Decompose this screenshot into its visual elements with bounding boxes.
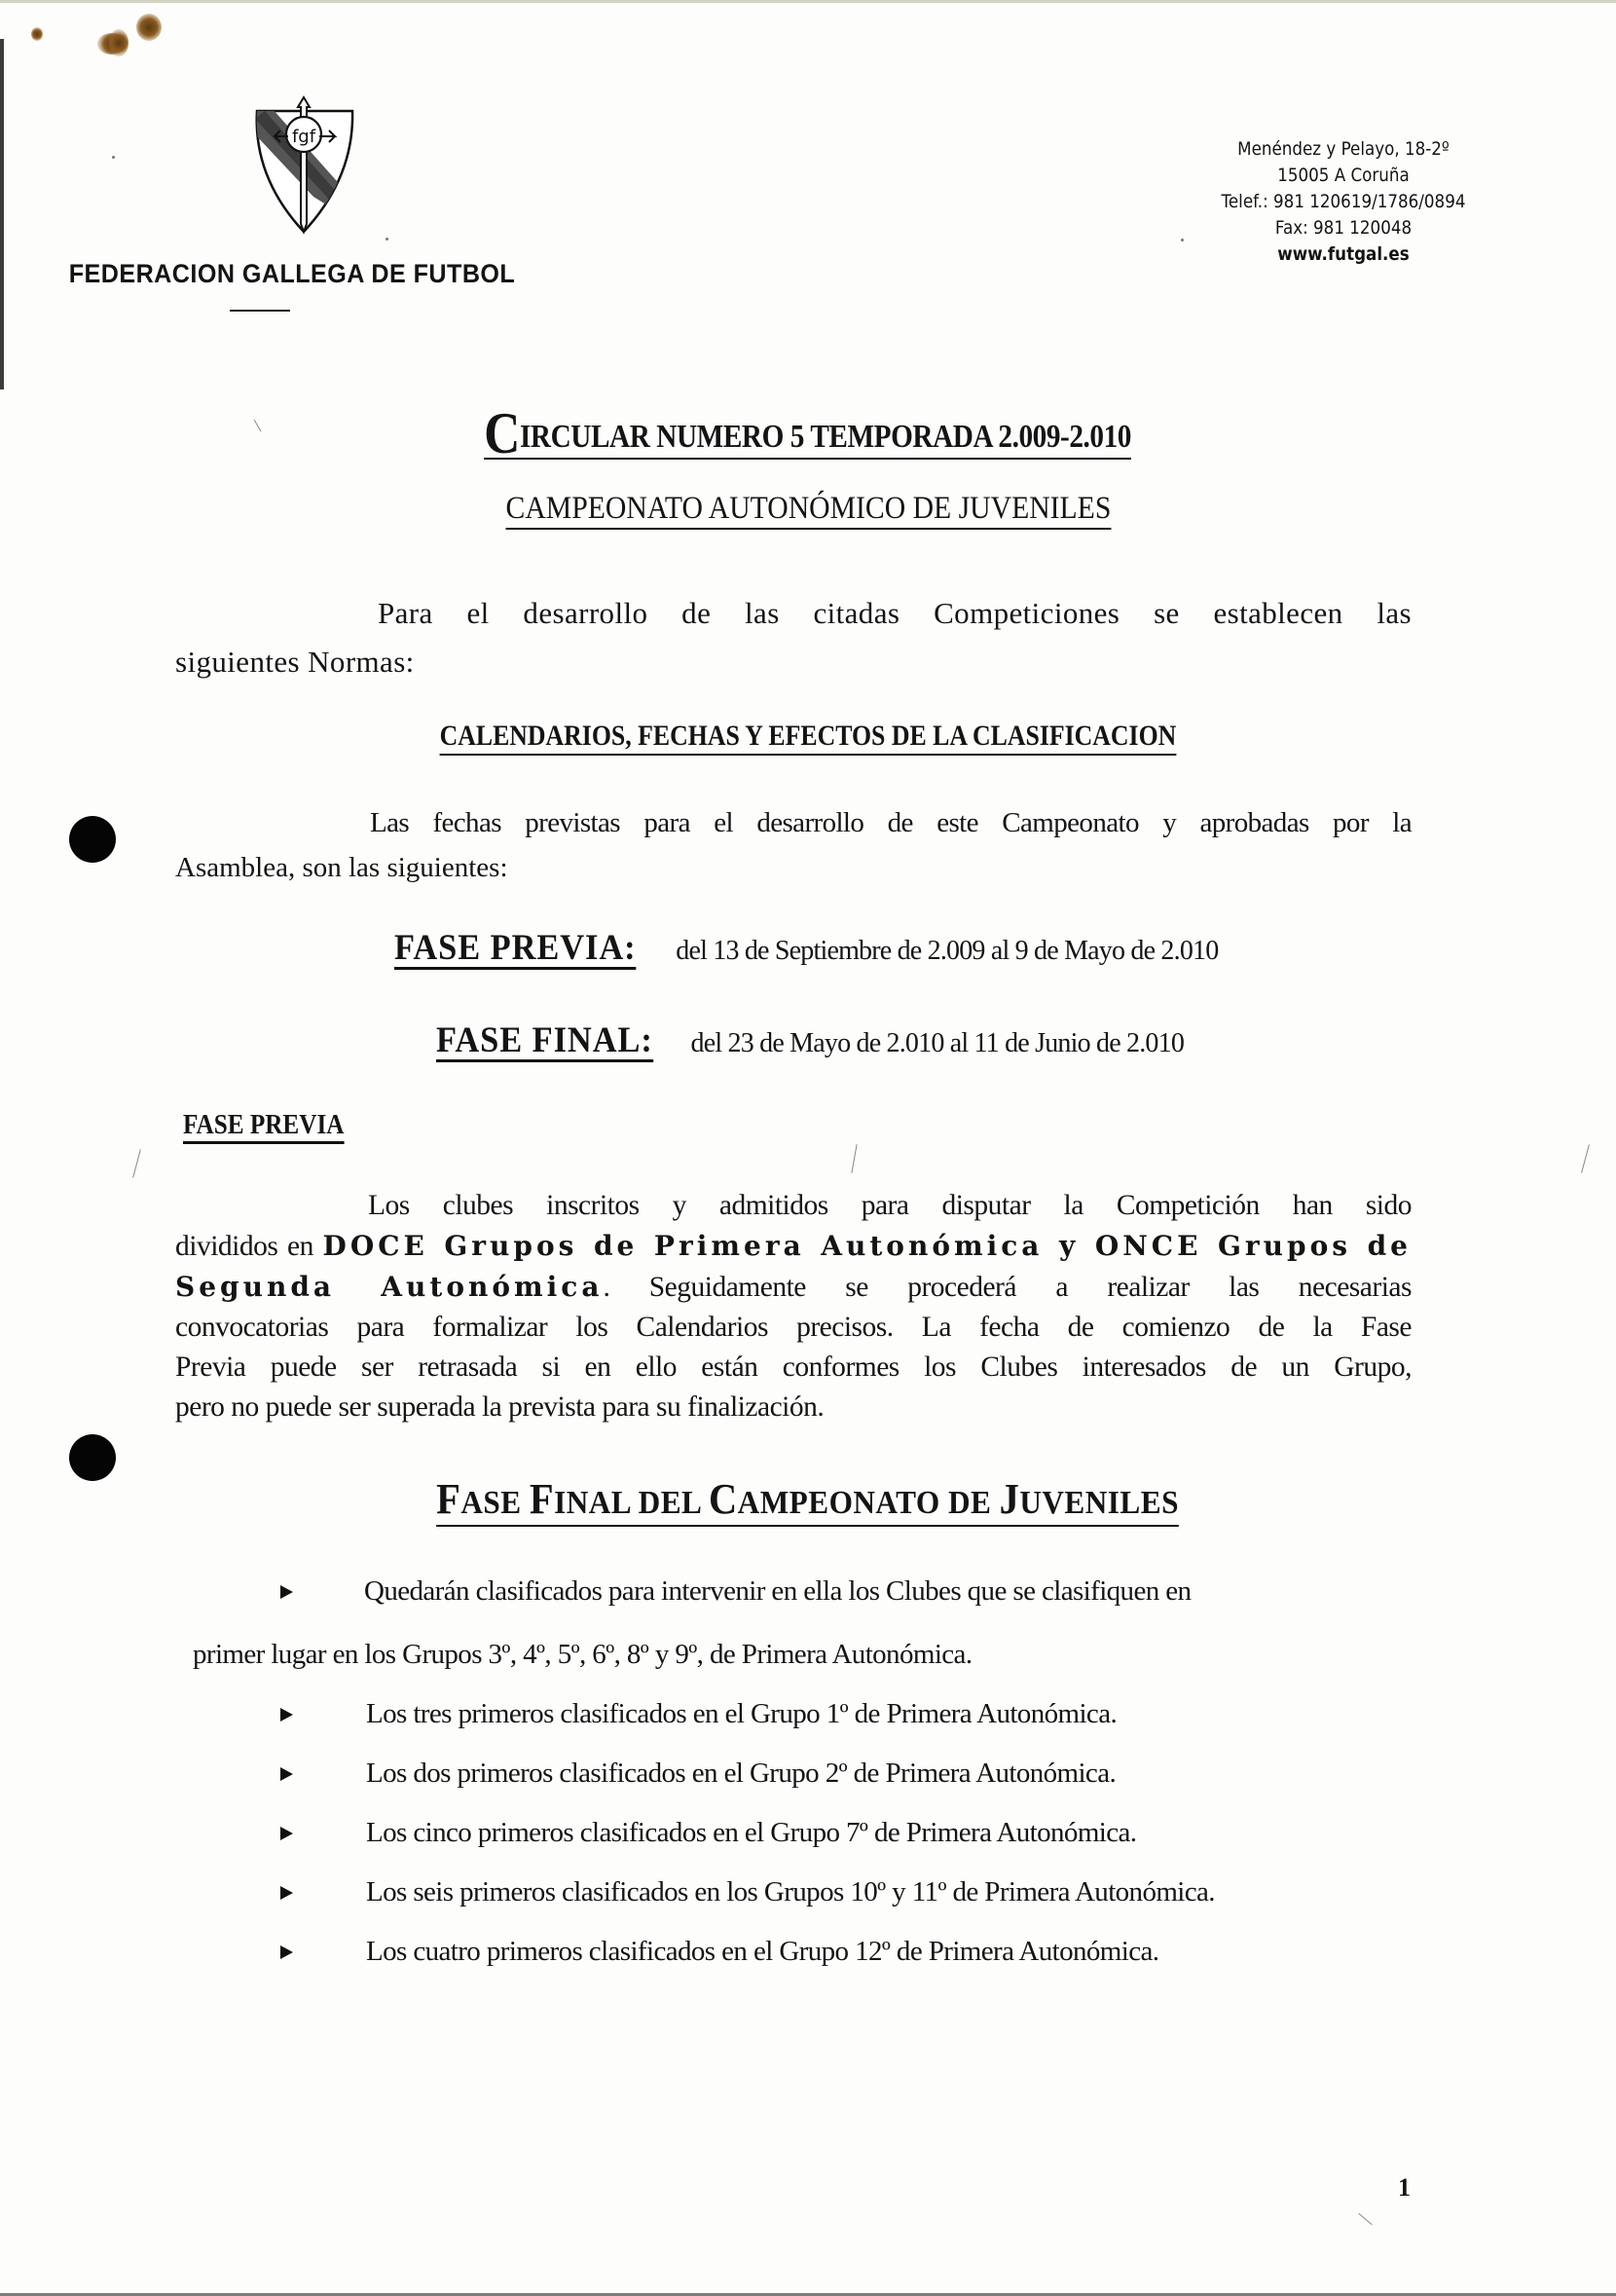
fase-previa-paragraph [175,1186,1412,1427]
federation-crest-icon [245,90,362,236]
heading-initial: F [436,1475,461,1523]
heading-initial: J [1000,1475,1020,1523]
section-heading-calendarios [0,719,1616,756]
fase-previa-line-3-bold: Segunda Autonómica [175,1271,604,1303]
divider [230,310,290,312]
calendarios-line-1: Las fechas previstas para el desarrollo de este Campeonato y aprobadas por la [370,807,1412,838]
date-value: del 23 de Mayo de 2.010 al 11 de Junio de 2.010 [690,1028,1185,1058]
fase-previa-line-5: Previa puede ser retrasada si en ello están conformes los Clubes interesados de un Grupo, [175,1352,1412,1383]
list-item-text: Los tres primeros clasificados en el Grupo 1º de Primera Autonómica. [366,1698,1118,1729]
speck [1581,1144,1590,1172]
page-number: 1 [1398,2173,1411,2202]
list-item-text: Los cinco primeros clasificados en el Grupo 7º de Primera Autonómica. [366,1817,1137,1848]
section-heading-calendarios-text: CALENDARIOS, FECHAS Y EFECTOS DE LA CLASIFICACION [440,719,1177,756]
title-initial-letter: C [484,401,521,465]
intro-line-2: siguientes Normas: [175,645,415,679]
fase-previa-line-2-start: divididos en [175,1231,323,1262]
date-label: FASE FINAL: [436,1020,653,1060]
date-value: del 13 de Septiembre de 2.009 al 9 de Mayo de 2.010 [676,936,1219,966]
triangle-bullet-icon [280,1767,293,1781]
contact-fax: Fax: 981 120048 [1274,217,1413,239]
list-item-continuation: primer lugar en los Grupos 3º, 4º, 5º, 6º, 8º y 9º, de Primera Autonómica. [193,1639,973,1670]
fase-previa-line-2-bold: DOCE Grupos de Primera Autonómica y ONCE Grupos de [322,1230,1412,1262]
svg-text:fgf: fgf [291,127,316,147]
heading-smallcaps: UVENILES [1019,1485,1180,1521]
stain-mark [109,29,129,56]
list-item-text: Los dos primeros clasificados en el Grupo 2º de Primera Autonómica. [366,1758,1117,1789]
fase-previa-line-3-rest: . Seguidamente se procederá a realizar las necesarias [603,1272,1412,1303]
fase-previa-line-1: Los clubes inscritos y admitidos para disputar la Competición han sido [368,1190,1412,1221]
heading-smallcaps: AMPEONATO DE [738,1485,1001,1521]
speck [1358,2213,1372,2225]
contact-address: Menéndez y Pelayo, 18-2º [1237,138,1450,160]
triangle-bullet-icon [280,1827,293,1840]
speck [851,1144,857,1173]
circular-title [0,401,1616,465]
organization-name: FEDERACION GALLEGA DE FUTBOL [68,259,516,288]
date-row-fase-previa [394,930,1218,970]
triangle-bullet-icon [280,1886,293,1900]
heading-smallcaps: INAL DEL [554,1485,710,1521]
list-item-text: Quedarán clasificados para intervenir en ella los Clubes que se clasifiquen en [364,1575,1192,1607]
contact-website-link[interactable]: www.futgal.es [1277,243,1410,265]
championship-title-text: CAMPEONATO AUTONÓMICO DE JUVENILES [505,489,1111,530]
contact-city: 15005 A Coruña [1277,165,1410,186]
contact-block [1172,136,1515,268]
stain-mark [136,14,162,41]
fase-previa-line-6: pero no puede ser superada la prevista para su finalización. [175,1391,825,1423]
heading-initial: F [530,1475,555,1523]
punch-hole [69,1434,116,1481]
contact-phone: Telef.: 981 120619/1786/0894 [1221,191,1466,212]
stain-mark [31,27,43,41]
championship-title [0,489,1616,530]
speck [112,156,115,159]
title-main-text: IRCULAR NUMERO 5 TEMPORADA 2.009-2.010 [520,419,1132,455]
date-label: FASE PREVIA: [394,928,637,968]
calendarios-paragraph [175,800,1412,890]
calendarios-line-2: Asamblea, son las siguientes: [175,852,508,883]
list-item-text: Los seis primeros clasificados en los Grupos 10º y 11º de Primera Autonómica. [366,1876,1215,1907]
triangle-bullet-icon [280,1585,293,1599]
triangle-bullet-icon [280,1708,293,1722]
section-heading-fase-final [0,1475,1616,1527]
scan-edge-left [0,39,4,389]
scan-edge-top [0,0,1616,3]
speck [132,1149,141,1177]
intro-paragraph [175,589,1412,686]
punch-hole [69,816,116,863]
triangle-bullet-icon [280,1945,293,1959]
date-row-fase-final [436,1022,1184,1062]
heading-initial: C [709,1475,739,1523]
speck [386,238,388,241]
intro-line-1: Para el desarrollo de las citadas Competiciones se establecen las [378,596,1412,630]
fase-previa-line-4: convocatorias para formalizar los Calendarios precisos. La fecha de comienzo de la Fase [175,1312,1412,1343]
subheading-fase-previa: FASE PREVIA [183,1110,344,1144]
heading-smallcaps: ASE [460,1485,531,1521]
list-item-text: Los cuatro primeros clasificados en el Grupo 12º de Primera Autonómica. [366,1936,1159,1967]
